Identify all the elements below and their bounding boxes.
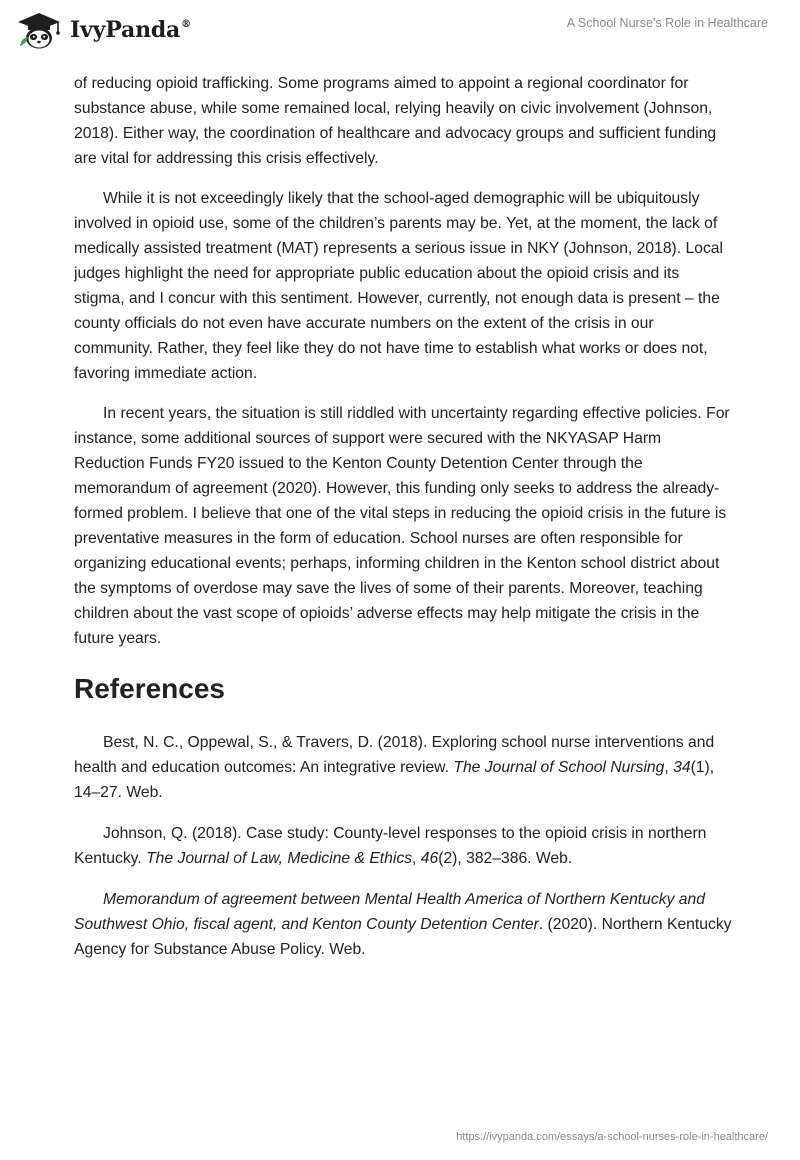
brand-name (70, 17, 191, 43)
reference-volume: 34 (673, 759, 691, 776)
reference-volume: 46 (420, 850, 439, 867)
reference-entry (74, 730, 734, 805)
reference-journal: The Journal of School Nursing (453, 759, 665, 776)
reference-entry (74, 821, 734, 871)
registered-mark: ® (181, 19, 191, 30)
reference-authors: Best, N. C., Oppewal, S., & Travers, D. (2018). Exploring school nurse interventions and health and education outcomes: An integrative review. (74, 734, 715, 776)
reference-details: . (2020). Northern Kentucky Agency for Substance Abuse Policy. Web. (74, 916, 732, 958)
reference-separator: , (664, 759, 674, 776)
reference-journal: The Journal of Law, Medicine & Ethics (146, 850, 413, 867)
reference-title: Memorandum of agreement between Mental Health America of Northern Kentucky and Southwest Ohio, fiscal agent, and Kenton County Detention Center (74, 891, 705, 933)
source-url[interactable]: https://ivypanda.com/essays/a-school-nurses-role-in-healthcare/ (456, 1131, 768, 1143)
page-header (0, 0, 800, 62)
ivypanda-logo[interactable] (14, 10, 191, 50)
panda-graduation-cap-icon (14, 10, 64, 50)
body-paragraph: In recent years, the situation is still riddled with uncertainty regarding effective policies. For instance, some additional sources of support were secured with the NKYASAP Harm Reduction Funds FY20 issued to the Kenton County Detention Center through the memorandum of agreement (2020). However, this funding only seeks to address the already-formed problem. I believe that one of the vital steps in reducing the opioid crisis in the future is preventative measures in the form of education. School nurses are often responsible for organizing educational events; perhaps, informing children in the Kenton school district about the symptoms of overdose may save the lives of some of their parents. Moreover, teaching children about the vast scope of opioids’ adverse effects may help mitigate the crisis in the future years. (74, 405, 730, 647)
brand-text: IvyPanda (70, 17, 181, 43)
references-heading: References (74, 673, 225, 704)
reference-authors: Johnson, Q. (2018). Case study: County-level responses to the opioid crisis in northern Kentucky. (74, 825, 707, 867)
reference-separator: , (412, 850, 421, 867)
document-title: A School Nurse’s Role in Healthcare (566, 16, 768, 30)
body-paragraph: While it is not exceedingly likely that the school-aged demographic will be ubiquitously involved in opioid use, some of the children’s parents may be. Yet, at the moment, the lack of medically assisted treatment (MAT) represents a serious issue in NKY (Johnson, 2018). Local judges highlight the need for appropriate public education about the opioid crisis and its stigma, and I concur with this sentiment. However, currently, not enough data is present – the county officials do not even have accurate numbers on the extent of the crisis in our community. Rather, they feel like they do not have time to establish what works or does not, favoring immediate action. (74, 190, 723, 382)
reference-details: (1), 14–27. Web. (74, 759, 715, 801)
reference-entry (74, 887, 734, 962)
body-paragraph: of reducing opioid trafficking. Some programs aimed to appoint a regional coordinator for substance abuse, while some remained local, relying heavily on civic involvement (Johnson, 2018). Either way, the coordination of healthcare and advocacy groups and sufficient funding are vital for addressing this crisis effectively. (74, 75, 717, 167)
essay-content (74, 71, 734, 978)
reference-details: (2), 382–386. Web. (438, 850, 573, 867)
